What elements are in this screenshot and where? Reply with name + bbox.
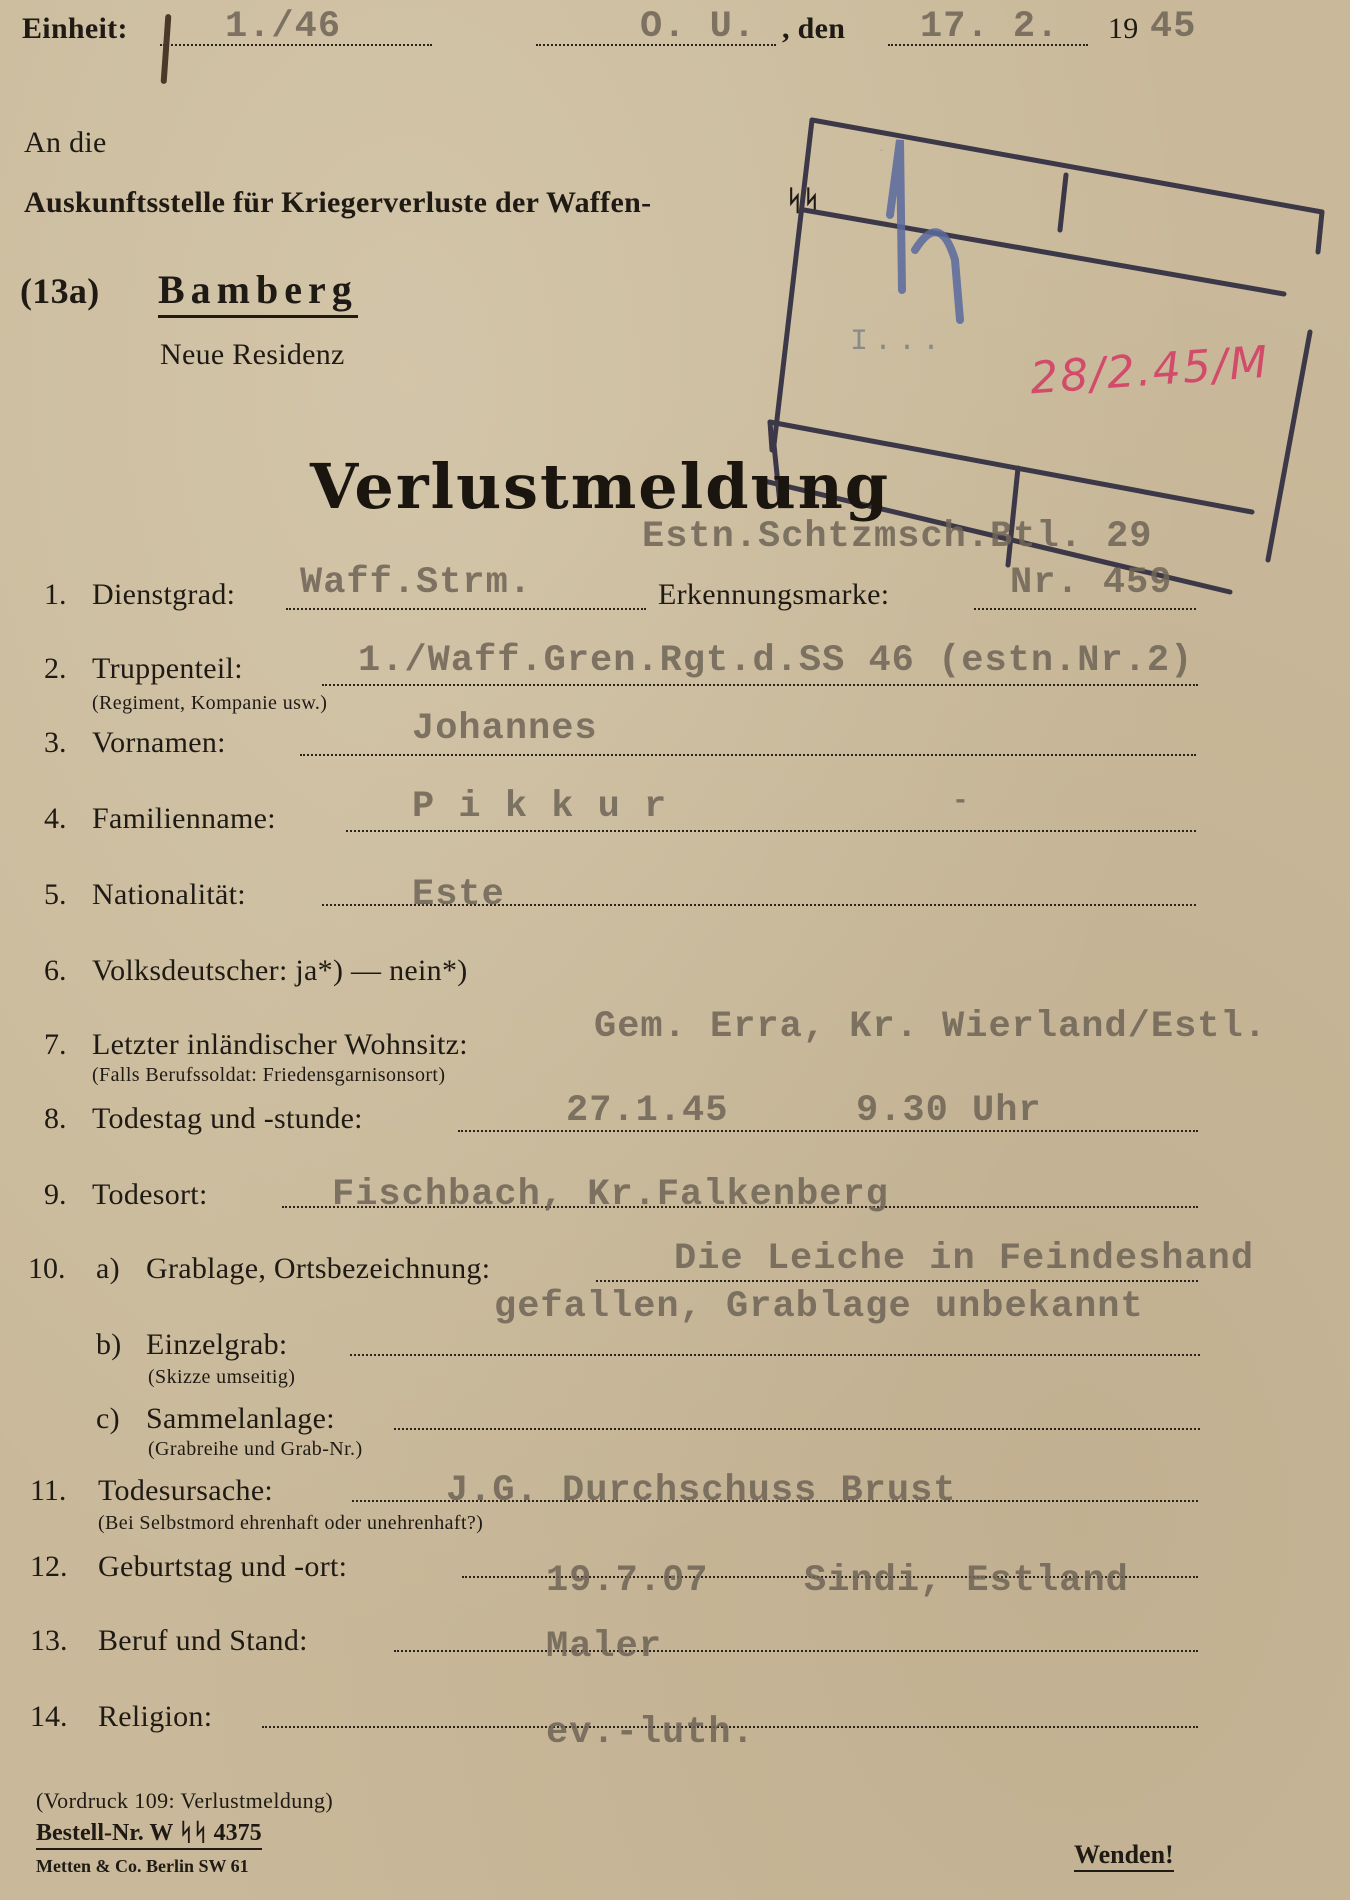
year-value: 45 (1150, 6, 1197, 48)
field-label-familienname: Familienname: (92, 802, 276, 835)
field-number: 6. (44, 954, 67, 987)
field-sub-a: a) (96, 1252, 120, 1285)
stamp-gray-text: I... (850, 325, 947, 359)
typed-unit-line: Estn.Schtzmsch.Btl. 29 (642, 516, 1153, 558)
field-value-todesort: Fischbach, Kr.Falkenberg (332, 1174, 889, 1216)
field-label-todestag: Todestag und -stunde: (92, 1102, 363, 1135)
address-postcode: (13a) (20, 271, 100, 311)
field-value-geburtsort: Sindi, Estland (804, 1560, 1129, 1602)
field-number: 5. (44, 878, 67, 911)
field-hint-einzelgrab: (Skizze umseitig) (148, 1366, 296, 1388)
field-number: 3. (44, 726, 67, 759)
field-underline (974, 608, 1196, 610)
field-number: 14. (30, 1700, 68, 1733)
field-hint-sammelanlage: (Grabreihe und Grab-Nr.) (148, 1438, 363, 1460)
field-label-erkennungsmarke: Erkennungsmarke: (658, 578, 890, 611)
field-label-truppenteil: Truppenteil: (92, 652, 243, 685)
field-label-vornamen: Vornamen: (92, 726, 226, 759)
field-underline (346, 830, 1196, 832)
field-value-vornamen: Johannes (412, 708, 598, 750)
page-title: Verlustmeldung (310, 450, 891, 523)
field-label-volksdeutscher: Volksdeutscher: ja*) — nein*) (92, 954, 468, 987)
field-value-religion: ev.-luth. (546, 1712, 755, 1754)
field-value-nationalitaet: Este (412, 874, 505, 916)
field-number: 2. (44, 652, 67, 685)
field-number: 8. (44, 1102, 67, 1135)
ss-rune-icon: ᛋᛋ (786, 186, 821, 217)
footer-vordruck: (Vordruck 109: Verlustmeldung) (36, 1788, 334, 1813)
field-hint-todesursache: (Bei Selbstmord ehrenhaft oder unehrenhaft?) (98, 1512, 484, 1534)
field-value-todesstunde: 9.30 Uhr (856, 1090, 1042, 1132)
date-value: 17. 2. (920, 6, 1060, 48)
field-label-todesort: Todesort: (92, 1178, 208, 1211)
field-label-sammelanlage: Sammelanlage: (146, 1402, 335, 1435)
field-value-grablage-b: gefallen, Grablage unbekannt (494, 1286, 1144, 1328)
stamp-red-text: 28/2.45/M (1028, 336, 1272, 405)
field-value-geburtstag: 19.7.07 (546, 1560, 709, 1602)
field-value-todesursache: J.G. Durchschuss Brust (446, 1470, 957, 1512)
field-underline (596, 1280, 1198, 1282)
field-label-beruf: Beruf und Stand: (98, 1624, 308, 1657)
field-label-todesursache: Todesursache: (98, 1474, 274, 1507)
field-label-geburtstag: Geburtstag und -ort: (98, 1550, 348, 1583)
field-sub-b: b) (96, 1328, 122, 1361)
field-underline (322, 684, 1198, 686)
field-underline (394, 1650, 1198, 1652)
field-number: 11. (30, 1474, 67, 1507)
field-value-familienname-b: - (952, 786, 970, 817)
footer-wenden: Wenden! (1074, 1840, 1174, 1872)
year-prefix: 19 (1108, 12, 1139, 45)
field-underline (300, 754, 1196, 756)
field-label-religion: Religion: (98, 1700, 213, 1733)
address-city: Bamberg (158, 266, 358, 318)
field-label-einzelgrab: Einzelgrab: (146, 1328, 288, 1361)
address-line2: Auskunftsstelle für Kriegerverluste der Waffen- (24, 186, 652, 219)
field-value-todestag: 27.1.45 (566, 1090, 729, 1132)
footer-bestell: Bestell-Nr. W ᛋᛋ 4375 (36, 1820, 262, 1850)
field-label-grablage: Grablage, Ortsbezeichnung: (146, 1252, 491, 1285)
field-value-erkennungsmarke: Nr. 459 (1010, 562, 1173, 604)
field-hint-truppenteil: (Regiment, Kompanie usw.) (92, 692, 328, 714)
ort-value: O. U. (640, 6, 757, 48)
address-street: Neue Residenz (160, 338, 345, 371)
field-label-wohnsitz: Letzter inländischer Wohnsitz: (92, 1028, 468, 1061)
field-hint-wohnsitz: (Falls Berufssoldat: Friedensgarnisonsort) (92, 1064, 446, 1086)
pen-mark (161, 14, 172, 84)
field-number: 7. (44, 1028, 67, 1061)
field-value-dienstgrad: Waff.Strm. (300, 562, 533, 604)
field-label-dienstgrad: Dienstgrad: (92, 578, 236, 611)
stamp-blue-mark: 1/2 (880, 150, 883, 152)
field-underline (350, 1354, 1200, 1356)
den-label: , den (782, 12, 846, 45)
field-value-familienname: P i k k u r (412, 786, 668, 828)
field-number: 9. (44, 1178, 67, 1211)
field-sub-c: c) (96, 1402, 120, 1435)
field-underline (394, 1428, 1200, 1430)
field-number: 12. (30, 1550, 68, 1583)
field-number: 4. (44, 802, 67, 835)
field-value-beruf: Maler (546, 1626, 663, 1668)
field-underline (286, 608, 646, 610)
einheit-value: 1./46 (225, 6, 342, 48)
field-label-nationalitaet: Nationalität: (92, 878, 246, 911)
einheit-label: Einheit: (22, 12, 128, 45)
field-value-grablage: Die Leiche in Feindeshand (674, 1238, 1255, 1280)
field-number: 1. (44, 578, 67, 611)
field-value-wohnsitz: Gem. Erra, Kr. Wierland/Estl. (594, 1006, 1267, 1048)
field-number: 13. (30, 1624, 68, 1657)
field-number: 10. (28, 1252, 66, 1285)
address-line1: An die (24, 126, 107, 159)
field-value-truppenteil: 1./Waff.Gren.Rgt.d.SS 46 (estn.Nr.2) (358, 640, 1194, 682)
footer-printer: Metten & Co. Berlin SW 61 (36, 1856, 249, 1876)
